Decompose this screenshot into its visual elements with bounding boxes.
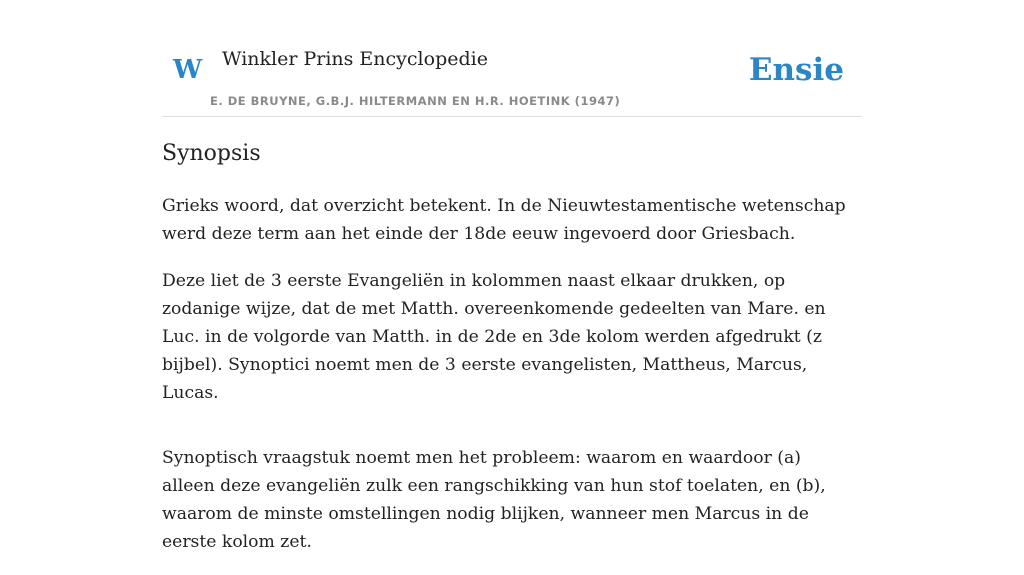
ensie-logo[interactable]: Ensie [748, 52, 844, 88]
site-header [162, 0, 862, 117]
article-body [162, 192, 857, 575]
article-paragraph: Synoptisch vraagstuk noemt men het probleem: waarom en waardoor (a) alleen deze evangeliën zulk een rangschikking van hun stof toelaten, en (b), waarom de minste omstellingen nodig blijken, wanneer men Marcus in de eerste kolom zet. [162, 448, 826, 552]
winkler-prins-logo[interactable]: W [173, 55, 203, 85]
article-heading: Synopsis [162, 141, 261, 166]
article-paragraph: Grieks woord, dat overzicht betekent. In de Nieuwtestamentische wetenschap werd deze term aan het einde der 18de eeuw ingevoerd door Griesbach. [162, 196, 846, 244]
article-paragraph: Deze liet de 3 eerste Evangeliën in kolommen naast elkaar drukken, op zodanige wijze, dat de met Matth. overeenkomende gedeelten van Mare. en Luc. in de volgorde van Matth. in de 2de en 3de kolom werden afgedrukt (z bijbel). Synoptici noemt men de 3 eerste evangelisten, Mattheus, Marcus, Lucas. [162, 271, 826, 403]
source-authors: E. DE BRUYNE, G.B.J. HILTERMANN EN H.R. HOETINK (1947) [210, 94, 621, 108]
source-title[interactable]: Winkler Prins Encyclopedie [222, 48, 488, 70]
